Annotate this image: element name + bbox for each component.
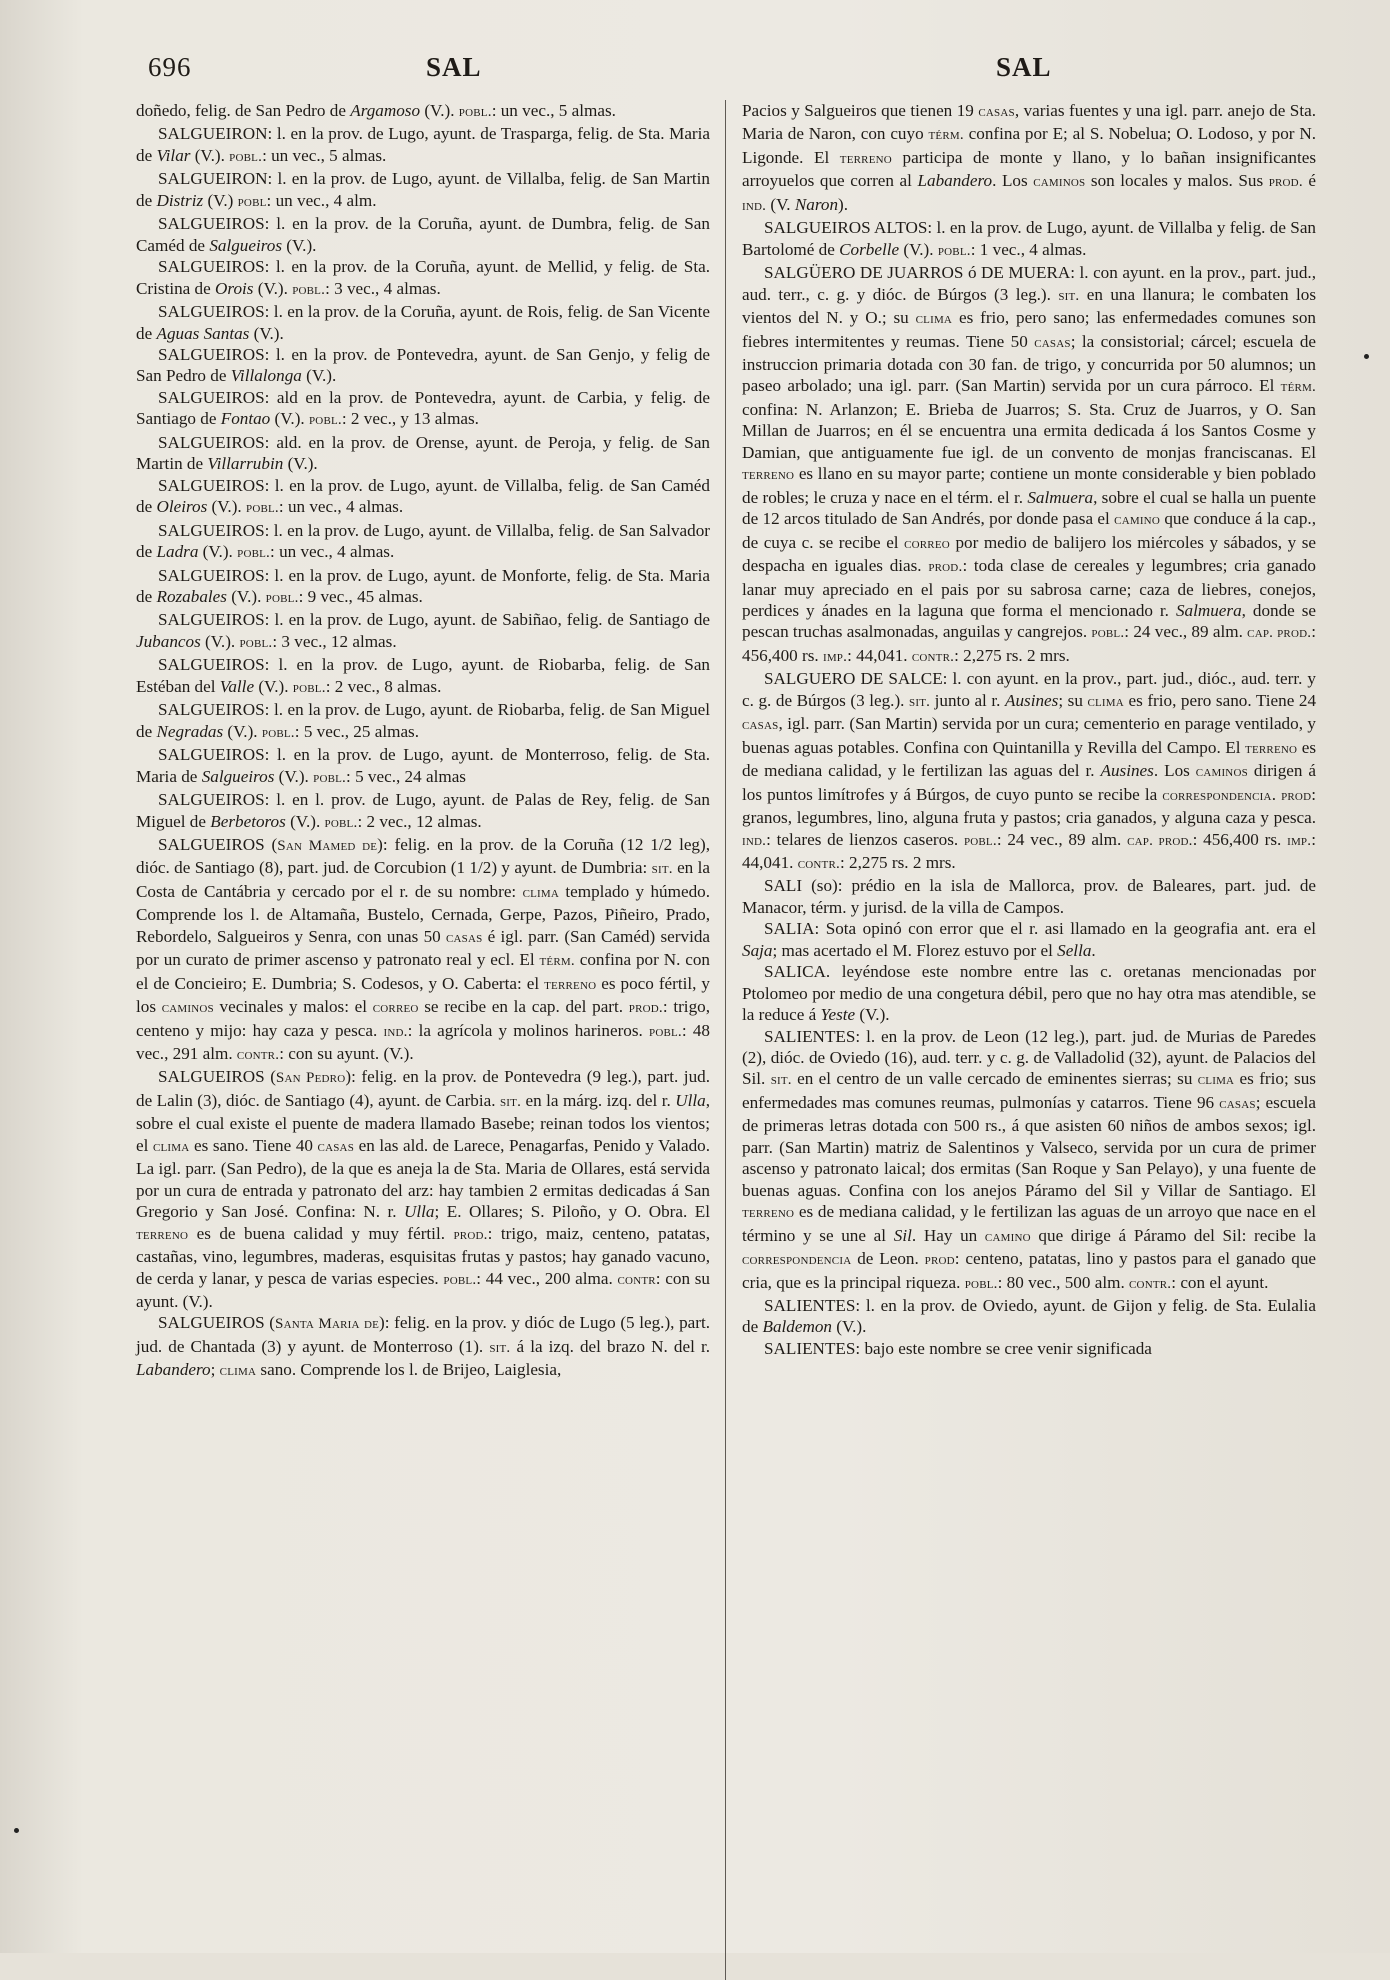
dictionary-entry: SALGUEIROS: ald en la prov. de Pontevedra, ayunt. de Carbia, y felig. de Santiago de Fontao (V.). pobl.: 2 vec., y 13 almas. bbox=[136, 387, 710, 429]
dictionary-entry: SALGUEIROS (San Pedro): felig. en la prov. de Pontevedra (9 leg.), part. jud. de Lalin (3), dióc. de Santiago (4), ayunt. de Carbia. sit. en la márg. izq. del r. Ulla, sobre el cual existe el puente de madera llamado Basebe; reinan todos los vientos; el clima es sano. Tiene 40 casas en las ald. de Larece, Penagarfas, Penido y Valado. La igl. parr. (San Pedro), de la que es aneja la de Sta. Maria de Ollares, está servida por un cura de entrada y patronato del arz: hay tambien 2 ermitas dedicadas á San Gregorio y San José. Confina: N. r. Ulla; E. Ollares; S. Piloño, y O. Obra. El terreno es de buena calidad y muy fértil. prod.: trigo, maiz, centeno, patatas, castañas, vino, legumbres, maderas, esquisitas frutas y pastos; hay ganado vacuno, de cerda y lanar, y pesca de varias especies. pobl.: 44 vec., 200 alma. contr: con su ayunt. (V.). bbox=[136, 1067, 711, 1312]
dictionary-entry: SALGUEIROS: l. en la prov. de la Coruña, ayunt. de Dumbra, felig. de San Caméd de Salgueiros (V.). bbox=[136, 214, 710, 255]
dictionary-entry: SALGUEIROS (Santa Maria de): felig. en la prov. y dióc de Lugo (5 leg.), part. jud. de Chantada (3) y ayunt. de Monterroso (1). sit. á la izq. del brazo N. del r. Labandero; clima sano. Comprende los l. de Brijeo, Laiglesia, bbox=[136, 1313, 711, 1380]
dictionary-entry: SALGUEIROS: l. en la prov. de Lugo, ayunt. de Monforte, felig. de Sta. Maria de Rozabales (V.). pobl.: 9 vec., 45 almas. bbox=[136, 565, 710, 606]
dictionary-entry: SALIENTES: l. en la prov. de Oviedo, ayunt. de Gijon y felig. de Sta. Eulalia de Baldemon (V.). bbox=[742, 1296, 1316, 1337]
dictionary-entry: SALGUEIROS: l. en la prov. de Lugo, ayunt. de Villalba, felig. de San Salvador de Ladra (V.). pobl.: un vec., 4 almas. bbox=[136, 520, 710, 562]
dictionary-entry: SALGUEIROS: l. en la prov. de Lugo, ayunt. de Riobarba, felig. de San Miguel de Negradas (V.). pobl.: 5 vec., 25 almas. bbox=[136, 700, 710, 741]
dictionary-entry: SALGUEIROS: l. en la prov. de Pontevedra, ayunt. de San Genjo, y felig de San Pedro de Villalonga (V.). bbox=[136, 344, 710, 386]
running-head-left: SAL bbox=[426, 52, 482, 82]
page-number: 696 bbox=[148, 52, 192, 82]
dictionary-entry: SALGUEIROS: l. en l. prov. de Lugo, ayunt. de Palas de Rey, felig. de San Miguel de Berbetoros (V.). pobl.: 2 vec., 12 almas. bbox=[136, 790, 710, 831]
dictionary-entry: SALGUEIRON: l. en la prov. de Lugo, ayunt. de Villalba, felig. de San Martin de Distriz (V.) pobl: un vec., 4 alm. bbox=[136, 169, 710, 210]
dictionary-entry: SALICA. leyéndose este nombre entre las c. oretanas mencionadas por Ptolomeo por medio de una congetura débil, pero que no hay otra mas atendible, se la reduce á Yeste (V.). bbox=[742, 962, 1316, 1025]
dictionary-entry: SALGUEIROS: l. en la prov. de la Coruña, ayunt. de Rois, felig. de San Vicente de Aguas Santas (V.). bbox=[136, 302, 710, 343]
speck-mark bbox=[14, 1828, 19, 1833]
text-columns bbox=[136, 100, 1316, 1383]
dictionary-entry: SALGUEIROS: l. en la prov. de Lugo, ayunt. de Riobarba, felig. de San Estéban del Valle (V.). pobl.: 2 vec., 8 almas. bbox=[136, 655, 710, 696]
entry-continuation: doñedo, felig. de San Pedro de Argamoso (V.). pobl.: un vec., 5 almas. bbox=[136, 101, 616, 120]
dictionary-entry: SALGUEIROS: l. en la prov. de Lugo, ayunt. de Villalba, felig. de San Caméd de Oleiros (V.). pobl.: un vec., 4 almas. bbox=[136, 475, 710, 517]
dictionary-entry: SALGUEIROS: ald. en la prov. de Orense, ayunt. de Peroja, y felig. de San Martin de Villarrubin (V.). bbox=[136, 432, 710, 474]
running-head-right: SAL bbox=[996, 52, 1052, 82]
dictionary-entry: SALI (so): prédio en la isla de Mallorca, prov. de Baleares, part. jud. de Manacor, térm. y jurisd. de la villa de Campos. bbox=[742, 876, 1316, 917]
dictionary-entry: SALGÜERO DE JUARROS ó DE MUERA: l. con ayunt. en la prov., part. jud., aud. terr., c. g. y dióc. de Búrgos (3 leg.). sit. en una llanura; le combaten los vientos del N. y O.; su clima es frio, pero sano; las enfermedades comunes son fiebres intermitentes y reumas. Tiene 50 casas; la consistorial; cárcel; escuela de instruccion primaria dotada con 30 fan. de trigo, y concurrida por 50 alumnos; un paseo arbolado; una igl. parr. (San Martin) servida por un cura párroco. El térm. confina: N. Arlanzon; E. Brieba de Juarros; S. Sta. Cruz de Juarros, y O. San Millan de Juarros; en él se encuentra una ermita dedicada á los Santos Cosme y Damian, que antiguamente fue igl. de un convento de monjas franciscanas. El terreno es llano en su mayor parte; contiene un monte considerable y bien poblado de robles; le cruza y nace en el térm. el r. Salmuera, sobre el cual se halla un puente de 12 arcos titulado de San Andrés, por donde pasa el camino que conduce á la cap., de cuya c. se recibe el correo por medio de balijero los miércoles y sábados, y se despacha en iguales dias. prod.: toda clase de cereales y legumbres; cria ganado lanar muy apreciado en el pais por su sabrosa carne; caza de liebres, conejos, perdices y ánades en la laguna que forma el mencionado r. Salmuera, donde se pescan truchas asalmonadas, anguilas y cangrejos. pobl.: 24 vec., 89 alm. cap. prod.: 456,400 rs. imp.: 44,041. contr.: 2,275 rs. 2 mrs. bbox=[742, 263, 1317, 665]
entry-continuation: Pacios y Salgueiros que tienen 19 casas, varias fuentes y una igl. parr. anejo de Sta. Maria de Naron, con cuyo térm. confina por E; al S. Nobelua; O. Lodoso, y por N. Ligonde. El terreno participa de monte y llano, y lo bañan insignificantes arroyuelos que corren al Labandero. Los caminos son locales y malos. Sus prod. é ind. (V. Naron). bbox=[742, 101, 1317, 214]
left-column bbox=[136, 100, 710, 1383]
dictionary-entry: SALIA: Sota opinó con error que el r. asi llamado en la geografia ant. era el Saja; mas acertado el M. Florez estuvo por el Sella. bbox=[742, 919, 1316, 960]
dictionary-entry: SALGUERO DE SALCE: l. con ayunt. en la prov., part. jud., dióc., aud. terr. y c. g. de Búrgos (3 leg.). sit. junto al r. Ausines; su clima es frio, pero sano. Tiene 24 casas, igl. parr. (San Martin) servida por un cura; cementerio en parage ventilado, y buenas aguas potables. Confina con Quintanilla y Revilla del Campo. El terreno es de mediana calidad, y le fertilizan las aguas del r. Ausines. Los caminos dirigen á los puntos limítrofes y á Búrgos, de cuyo punto se recibe la correspondencia. prod: granos, legumbres, lino, alguna fruta y pastos; cria ganados, y alguna caza y pesca. ind.: telares de lienzos caseros. pobl.: 24 vec., 89 alm. cap. prod.: 456,400 rs. imp.: 44,041. contr.: 2,275 rs. 2 mrs. bbox=[742, 669, 1317, 872]
dictionary-entry: SALGUEIROS: l. en la prov. de la Coruña, ayunt. de Mellid, y felig. de Sta. Cristina de Orois (V.). pobl.: 3 vec., 4 almas. bbox=[136, 257, 710, 298]
dictionary-entry: SALGUEIROS ALTOS: l. en la prov. de Lugo, ayunt. de Villalba y felig. de San Bartolomé de Corbelle (V.). pobl.: 1 vec., 4 almas. bbox=[742, 218, 1316, 259]
dictionary-entry: SALIENTES: l. en la prov. de Leon (12 leg.), part. jud. de Murias de Paredes (2), dióc. de Oviedo (16), aud. terr. y c. g. de Valladolid (32), ayunt. de Palacios del Sil. sit. en el centro de un valle cercado de eminentes sierras; su clima es frio; sus enfermedades mas comunes reumas, pulmonías y catarros. Tiene 96 casas; escuela de primeras letras dotada con 500 rs., á que asisten 60 niños de ambos sexos; igl. parr. (San Martin) matriz de Salentinos y Valseco, servida por un cura de primer ascenso y patronato laical; dos ermitas (San Roque y San Pelayo), y una fuente de buenas aguas. Confina con los anejos Páramo del Sil y Villar de Santiago. El terreno es de mediana calidad, y le fertilizan las aguas de un arroyo que nace en el término y se une al Sil. Hay un camino que dirige á Páramo del Sil: recibe la correspondencia de Leon. prod: centeno, patatas, lino y pastos para el ganado que cria, que es la principal riqueza. pobl.: 80 vec., 500 alm. contr.: con el ayunt. bbox=[742, 1026, 1316, 1292]
dictionary-entry: SALGUEIROS (San Mamed de): felig. en la prov. de la Coruña (12 1/2 leg), dióc. de Santiago (8), part. jud. de Corcubion (1 1/2) y ayunt. de Dumbria: sit. en la Costa de Cantábria y cercado por el r. de su nombre: clima templado y húmedo. Comprende los l. de Altamaña, Bustelo, Cernada, Gerpe, Pazos, Piñeiro, Prado, Rebordelo, Salgueiros y Senra, con unas 50 casas é igl. parr. (San Caméd) servida por un curato de primer ascenso y patronato real y ecl. El térm. confina por N. con el de Concieiro; E. Dumbria; S. Codesos, y O. Caberta: el terreno es poco fértil, y los caminos vecinales y malos: el correo se recibe en la cap. del part. prod.: trigo, centeno y mijo: hay caza y pesca. ind.: la agrícola y molinos harineros. pobl.: 48 vec., 291 alm. contr.: con su ayunt. (V.). bbox=[136, 834, 711, 1064]
speck-mark bbox=[1364, 354, 1369, 359]
column-divider bbox=[725, 100, 726, 1980]
page-header bbox=[136, 52, 1316, 96]
dictionary-entry: SALGUEIROS: l. en la prov. de Lugo, ayunt. de Monterroso, felig. de Sta. Maria de Salgueiros (V.). pobl.: 5 vec., 24 almas bbox=[136, 745, 710, 786]
dictionary-entry: SALGUEIRON: l. en la prov. de Lugo, ayunt. de Trasparga, felig. de Sta. Maria de Vilar (V.). pobl.: un vec., 5 almas. bbox=[136, 124, 710, 165]
dictionary-entry: SALGUEIROS: l. en la prov. de Lugo, ayunt. de Sabiñao, felig. de Santiago de Jubancos (V.). pobl.: 3 vec., 12 almas. bbox=[136, 610, 710, 651]
right-column bbox=[742, 100, 1316, 1383]
dictionary-entry: SALIENTES: bajo este nombre se cree venir significada bbox=[764, 1338, 1152, 1358]
